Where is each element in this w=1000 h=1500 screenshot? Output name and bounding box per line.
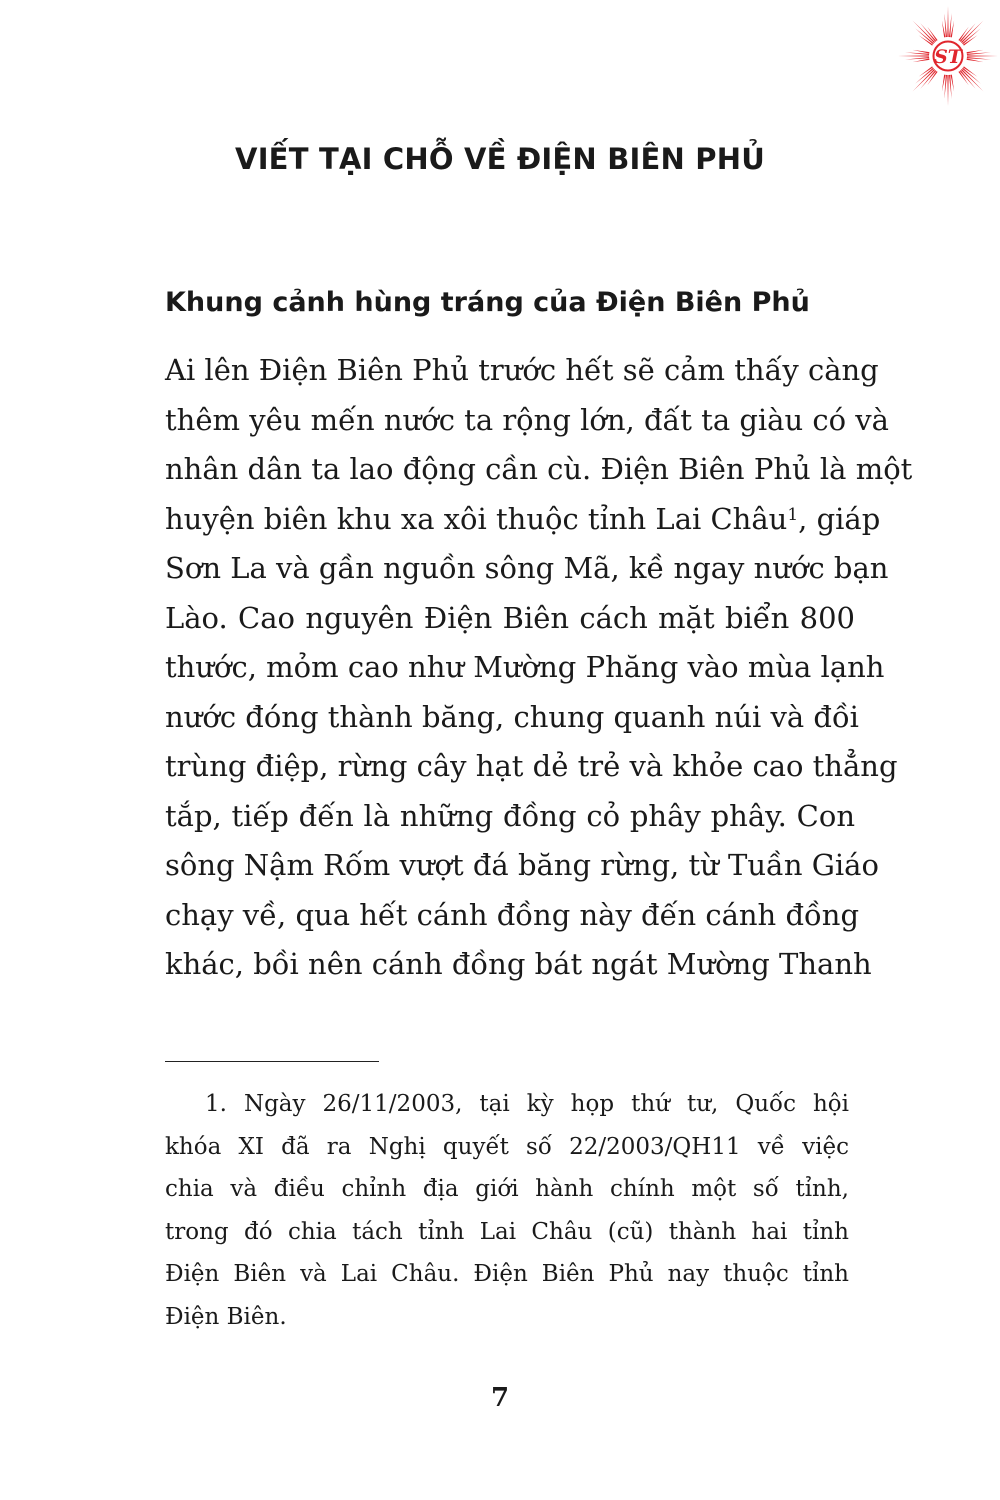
body-line-with-footnote-ref: [165, 495, 881, 545]
logo-ray: [913, 59, 930, 63]
logo-ray: [967, 55, 998, 56]
footnote-line: trong đó chia tách tỉnh Lai Châu (cũ) thành hai tỉnh: [165, 1218, 849, 1245]
body-paragraph: [165, 346, 913, 990]
page-number: 7: [490, 1383, 510, 1413]
body-line: nhân dân ta lao động cần cù. Điện Biên Phủ là một: [165, 452, 913, 486]
logo-ray: [967, 57, 991, 60]
footnote-line: 1. Ngày 26/11/2003, tại kỳ họp thứ tư, Quốc hội: [205, 1091, 849, 1117]
logo-ray: [967, 52, 991, 55]
chapter-title: VIẾT TẠI CHỖ VỀ ĐIỆN BIÊN PHỦ: [235, 142, 765, 176]
logo-ray: [898, 55, 929, 56]
logo-ray: [913, 21, 935, 43]
footnote: [165, 1083, 849, 1339]
logo-ray: [913, 50, 930, 54]
logo-monogram: ST: [934, 46, 962, 68]
logo-ray: [951, 21, 955, 38]
footnote-line: Điện Biên và Lai Châu. Điện Biên Phủ nay thuộc tỉnh: [165, 1261, 849, 1288]
body-line-text: , giáp: [798, 501, 881, 536]
publisher-logo: [896, 6, 1000, 110]
logo-ray: [961, 69, 983, 91]
body-line: thêm yêu mến nước ta rộng lớn, đất ta giàu có và: [165, 402, 889, 437]
body-line: tắp, tiếp đến là những đồng cỏ phây phây. Con: [165, 798, 855, 833]
logo-ray: [951, 75, 955, 92]
logo-ray: [947, 6, 948, 37]
logo-ray: [905, 57, 929, 60]
logo-ray: [961, 21, 983, 43]
footnote-reference[interactable]: 1: [787, 504, 799, 525]
logo-ray: [967, 59, 984, 63]
body-line: chạy về, qua hết cánh đồng này đến cánh đồng: [165, 897, 860, 932]
body-line: sông Nậm Rốm vượt đá băng rừng, từ Tuần Giáo: [165, 848, 879, 882]
logo-ray: [942, 21, 946, 38]
footnote-divider: [165, 1061, 379, 1062]
logo-ray: [949, 13, 952, 37]
logo-ray: [949, 75, 952, 99]
logo-ray: [942, 75, 946, 92]
body-line: thước, mỏm cao như Mường Phăng vào mùa lạnh: [165, 650, 885, 684]
logo-ray: [967, 50, 984, 54]
logo-ray: [944, 75, 947, 99]
footnote-line: khóa XI đã ra Nghị quyết số 22/2003/QH11 về việc: [165, 1133, 849, 1160]
logo-ray: [947, 75, 948, 106]
star-burst-logo-icon: [896, 6, 1000, 110]
footnote-line: Điện Biên.: [165, 1303, 287, 1330]
body-line-text: huyện biên khu xa xôi thuộc tỉnh Lai Châu: [165, 501, 788, 536]
body-line: Ai lên Điện Biên Phủ trước hết sẽ cảm thấy càng: [165, 353, 879, 387]
logo-ray: [913, 69, 935, 91]
logo-ray: [944, 13, 947, 37]
footnote-line: chia và điều chỉnh địa giới hành chính một số tỉnh,: [165, 1176, 849, 1203]
body-line: trùng điệp, rừng cây hạt dẻ trẻ và khỏe cao thẳng: [165, 749, 898, 783]
logo-ray: [905, 52, 929, 55]
body-line: khác, bồi nên cánh đồng bát ngát Mường Thanh: [165, 947, 872, 981]
body-line: nước đóng thành băng, chung quanh núi và đồi: [165, 699, 859, 734]
section-heading: Khung cảnh hùng tráng của Điện Biên Phủ: [165, 287, 810, 318]
body-line: Lào. Cao nguyên Điện Biên cách mặt biển 800: [165, 600, 855, 635]
body-line: Sơn La và gần nguồn sông Mã, kề ngay nước bạn: [165, 551, 889, 585]
